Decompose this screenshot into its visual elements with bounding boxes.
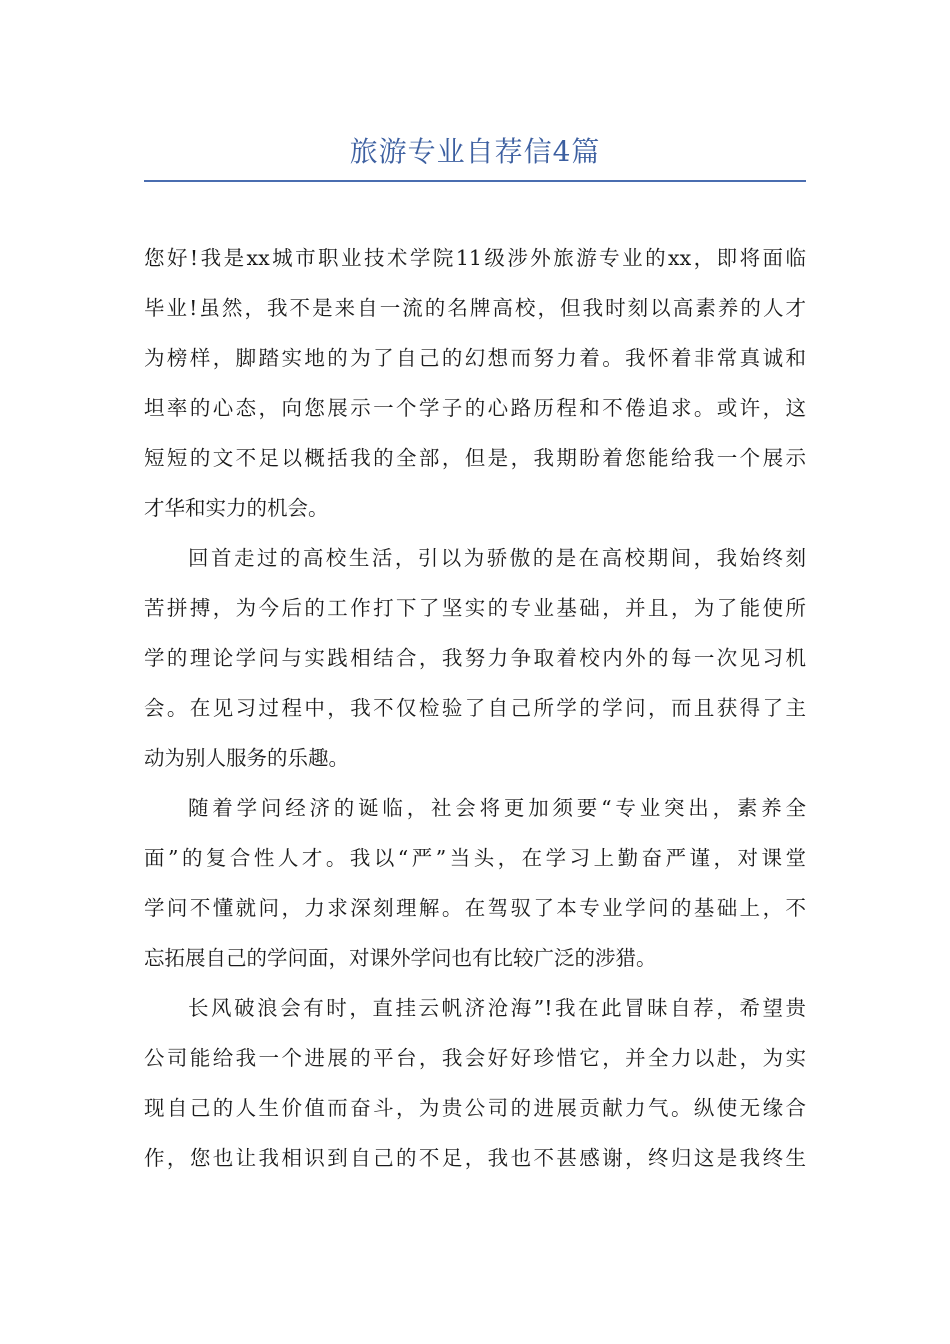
paragraph-line: 长风破浪会有时，直挂云帆济沧海”!我在此冒昧自荐，希望贵 (188, 996, 806, 1020)
paragraph-line: 坦率的心态，向您展示一个学子的心路历程和不倦追求。或许，这 (144, 396, 806, 420)
paragraph-line: 会。在见习过程中，我不仅检验了自己所学的学问，而且获得了主 (144, 696, 806, 720)
paragraph-1 (144, 233, 806, 533)
document-title: 旅游专业自荐信4篇 (349, 135, 601, 168)
paragraph-line: 忘拓展自己的学问面，对课外学问也有比较广泛的涉猎。 (144, 946, 657, 970)
paragraph-line: 随着学问经济的诞临，社会将更加须要“专业突出，素养全 (188, 796, 806, 820)
paragraph-2 (144, 533, 806, 783)
paragraph-line: 现自己的人生价值而奋斗，为贵公司的进展贡献力气。纵使无缘合 (144, 1096, 806, 1120)
paragraph-line: 毕业!虽然，我不是来自一流的名牌高校，但我时刻以高素养的人才 (144, 296, 806, 320)
title-underline (144, 180, 806, 182)
paragraph-line: 学的理论学问与实践相结合，我努力争取着校内外的每一次见习机 (144, 646, 806, 670)
paragraph-line: 才华和实力的机会。 (144, 496, 329, 520)
document-body (144, 233, 806, 1183)
paragraph-line: 回首走过的高校生活，引以为骄傲的是在高校期间，我始终刻 (188, 546, 806, 570)
paragraph-line: 为榜样，脚踏实地的为了自己的幻想而努力着。我怀着非常真诚和 (144, 346, 806, 370)
paragraph-3 (144, 783, 806, 983)
paragraph-line: 短短的文不足以概括我的全部，但是，我期盼着您能给我一个展示 (144, 446, 806, 470)
paragraph-line: 苦拼搏，为今后的工作打下了坚实的专业基础，并且，为了能使所 (144, 596, 806, 620)
paragraph-line: 公司能给我一个进展的平台，我会好好珍惜它，并全力以赴，为实 (144, 1046, 806, 1070)
paragraph-line: 您好!我是xx城市职业技术学院11级涉外旅游专业的xx，即将面临 (144, 246, 806, 270)
paragraph-4 (144, 983, 806, 1183)
paragraph-line: 作，您也让我相识到自己的不足，我也不甚感谢，终归这是我终生 (144, 1146, 806, 1170)
paragraph-line: 动为别人服务的乐趣。 (144, 746, 349, 770)
paragraph-line: 面”的复合性人才。我以“严”当头，在学习上勤奋严谨，对课堂 (144, 846, 806, 870)
paragraph-line: 学问不懂就问，力求深刻理解。在驾驭了本专业学问的基础上，不 (144, 896, 806, 920)
